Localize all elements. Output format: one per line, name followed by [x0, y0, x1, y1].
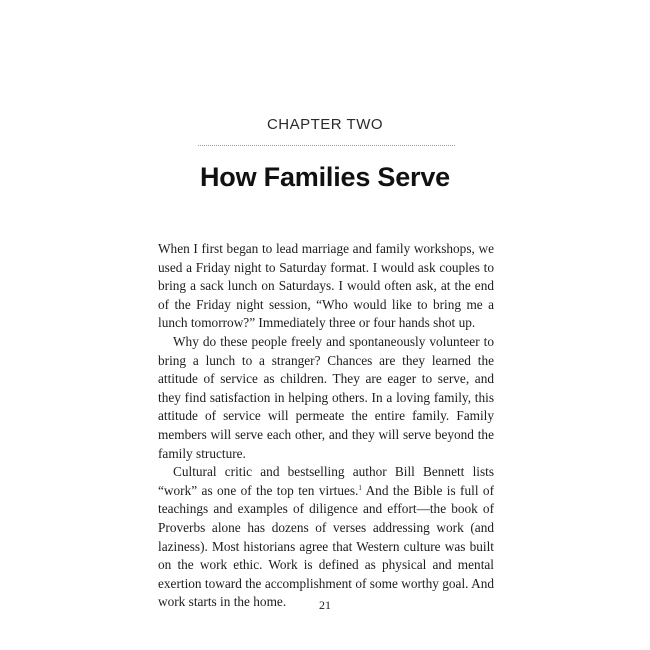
paragraph-3-text-after-note: And the Bible is full of teachings and examples of diligence and effort—the book of Proverbs alone has dozens of verses addressing work (and laziness). Most historians agree that Western culture was built on the work ethic. Work is defined as physical and mental exertion toward the accomplishment of some worthy goal. And work starts in the home.	[158, 482, 495, 610]
chapter-title: How Families Serve	[199, 162, 450, 192]
chapter-label: CHAPTER TWO	[266, 116, 384, 133]
body-text	[158, 240, 494, 612]
footnote-marker: 1	[358, 483, 362, 492]
paragraph-2: Why do these people freely and spontaneously volunteer to bring a lunch to a stranger? Chances are they learned the attitude of service as children. They are eager to serve, and they find satisfaction in helping others. In a loving family, this attitude of service will permeate the entire family. Family members will serve each other, and they will serve beyond the family structure.	[158, 333, 494, 461]
page-number: 21	[319, 598, 331, 612]
paragraph-1: When I first began to lead marriage and family workshops, we used a Friday night to Saturday format. I would ask couples to bring a sack lunch on Saturdays. I would often ask, at the end of the Friday night session, “Who would like to bring me a lunch tomorrow?” Immediately three or four hands shot up.	[158, 241, 494, 331]
chapter-divider	[198, 145, 455, 146]
paragraph-3-text-before-note: Cultural critic and bestselling author Bill Bennett lists “work” as one of the top ten virtues.	[158, 464, 494, 498]
paragraph-3	[158, 463, 494, 612]
